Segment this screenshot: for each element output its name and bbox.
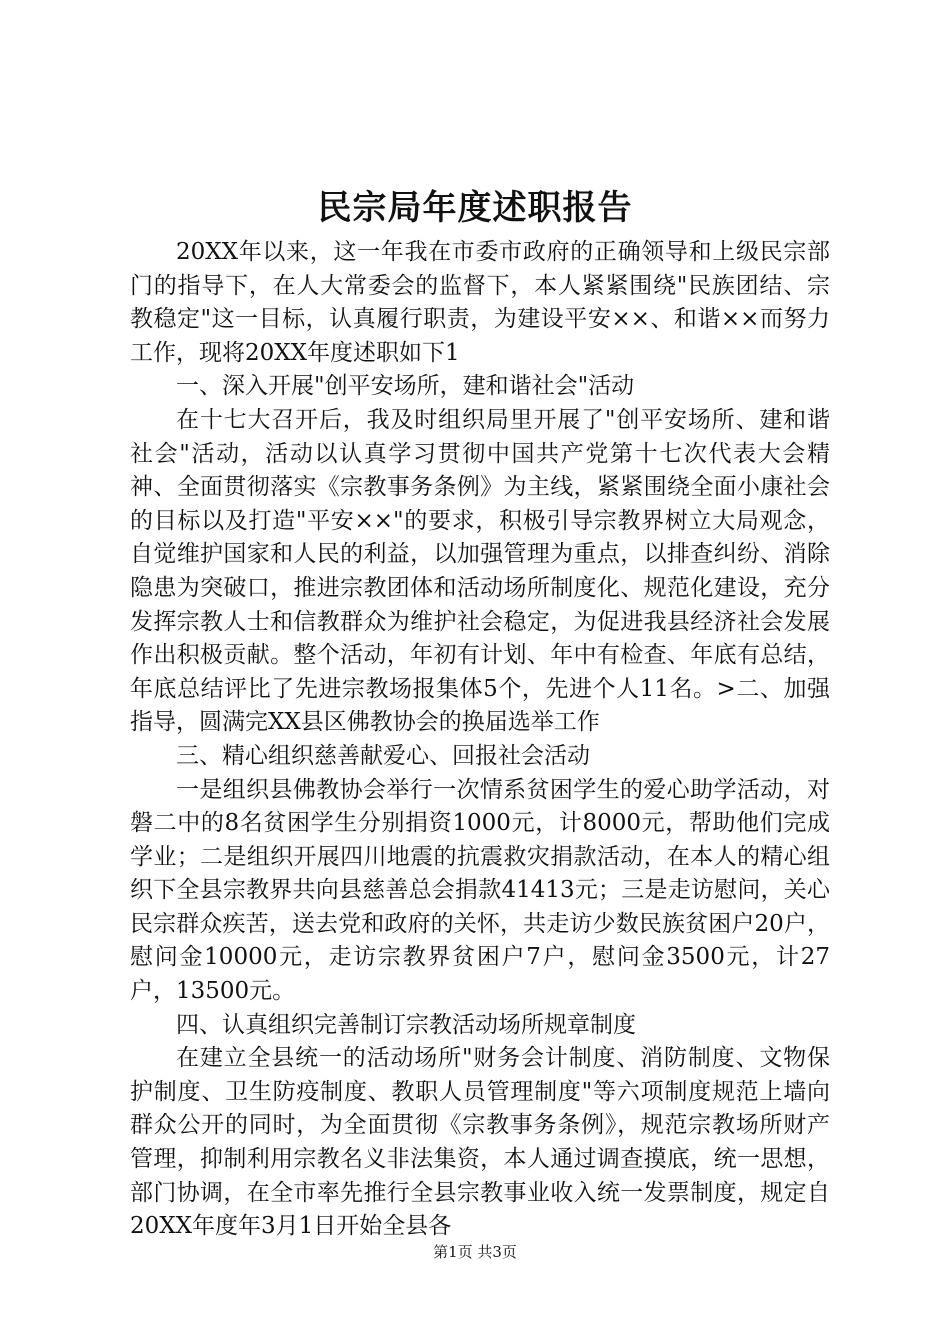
document-body bbox=[130, 236, 830, 1244]
section-heading-3: 三、精心组织慈善献爱心、回报社会活动 bbox=[176, 742, 590, 769]
paragraph-intro: 20XX年以来，这一年我在市委市政府的正确领导和上级民宗部门的指导下，在人大常委会的监督下，本人紧紧围绕"民族团结、宗教稳定"这一目标，认真履行职责，为建设平安××、和谐××而努力工作，现将20XX年度述职如下1 bbox=[130, 239, 830, 366]
page-number-footer: 第1页 共3页 bbox=[433, 1243, 517, 1261]
section-heading-1: 一、深入开展"创平安场所，建和谐社会"活动 bbox=[176, 373, 635, 400]
paragraph-section-1: 在十七大召开后，我及时组织局里开展了"创平安场所、建和谐社会"活动，活动以认真学习贯彻中国共产党第十七次代表大会精神、全面贯彻落实《宗教事务条例》为主线，紧紧围绕全面小康社会的目标以及打造"平安××"的要求，积极引导宗教界树立大局观念，自觉维护国家和人民的利益，以加强管理为重点，以排查纠纷、消除隐患为突破口，推进宗教团体和活动场所制度化、规范化建设，充分发挥宗教人士和信教群众为维护社会稳定，为促进我县经济社会发展作出积极贡献。整个活动，年初有计划、年中有检查、年底有总结，年底总结评比了先进宗教场报集体5个，先进个人11名。>二、加强指导，圆满完XX县区佛教协会的换届选举工作 bbox=[130, 406, 830, 736]
section-heading-4: 四、认真组织完善制订宗教活动场所规章制度 bbox=[176, 1011, 636, 1038]
paragraph-section-4: 在建立全县统一的活动场所"财务会计制度、消防制度、文物保护制度、卫生防疫制度、教职人员管理制度"等六项制度规范上墙向群众公开的同时，为全面贯彻《宗教事务条例》，规范宗教场所财产管理，抑制利用宗教名义非法集资，本人通过调查摸底，统一思想，部门协调，在全市率先推行全县宗教事业收入统一发票制度，规定自20XX年度年3月1日开始全县各 bbox=[130, 1045, 830, 1240]
document-title: 民宗局年度述职报告 bbox=[317, 188, 633, 228]
paragraph-section-3: 一是组织县佛教协会举行一次情系贫困学生的爱心助学活动，对磐二中的8名贫困学生分别捐资1000元，计8000元，帮助他们完成学业；二是组织开展四川地震的抗震救灾捐款活动，在本人的精心组织下全县宗教界共向县慈善总会捐款41413元；三是走访慰问，关心民宗群众疾苦，送去党和政府的关怀，共走访少数民族贫困户20户，慰问金10000元，走访宗教界贫困户7户，慰问金3500元，计27户，13500元。 bbox=[130, 776, 830, 1005]
